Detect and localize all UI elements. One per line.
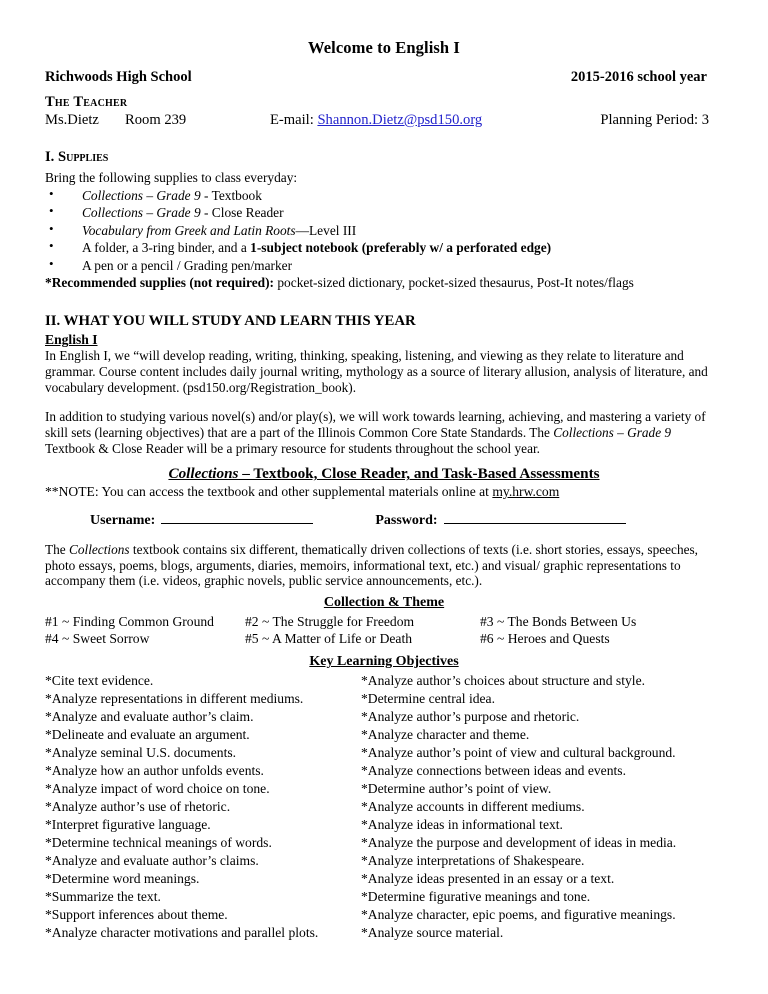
theme-entry: #4 ~ Sweet Sorrow — [45, 631, 150, 647]
objective-item: *Analyze ideas presented in an essay or a text. — [361, 870, 615, 886]
theme-entry: #5 ~ A Matter of Life or Death — [245, 631, 413, 647]
supply-emphasis: 1-subject notebook (preferably w/ a perforated edge) — [250, 240, 552, 256]
supply-title: Vocabulary from Greek and Latin Roots — [82, 222, 296, 238]
collections-title: Collections — [168, 465, 239, 483]
supply-detail: —Level III — [295, 222, 357, 238]
recommended-label: *Recommended supplies (not required): — [45, 275, 275, 291]
objective-item: *Delineate and evaluate an argument. — [45, 726, 250, 742]
objective-item: *Analyze author’s choices about structure and style. — [361, 672, 645, 688]
paragraph-text: textbook contains six different, thematically driven collections of texts (i.e. short stories, essays, speeches, photo essays, poems, blogs, arguments, diaries, memoirs, informational text, etc.) and visual/ graphic representations to accompany them (i.e. videos, graphic novels, public service announcements, etc.). — [45, 541, 699, 589]
email-block — [270, 112, 600, 129]
objective-item: *Determine technical meanings of words. — [45, 834, 272, 850]
objective-item: *Analyze and evaluate author’s claim. — [45, 708, 254, 724]
objective-item: *Analyze how an author unfolds events. — [45, 762, 264, 778]
study-heading: II. WHAT YOU WILL STUDY AND LEARN THIS YEAR — [45, 312, 416, 329]
supply-detail: - Close Reader — [200, 205, 284, 221]
password-input[interactable] — [444, 511, 626, 524]
hrw-link[interactable]: my.hrw.com — [492, 484, 560, 500]
textbook-access-note — [45, 484, 723, 500]
credentials-row — [45, 511, 723, 530]
objective-item: *Analyze impact of word choice on tone. — [45, 780, 270, 796]
recommended-items: pocket-sized dictionary, pocket-sized thesaurus, Post-It notes/flags — [274, 275, 634, 291]
password-label: Password: — [375, 513, 438, 529]
school-name: Richwoods High School — [45, 69, 192, 86]
study-paragraph-1: In English I, we “will develop reading, writing, thinking, speaking, listening, and viewing as they relate to literature and grammar. Course content includes daily journal writing, mythology as a source of literary allusion, analysis of literature, and vocabulary development. (psd150.org/Registration_book). — [45, 348, 708, 396]
objective-item: *Determine author’s point of view. — [361, 780, 552, 796]
supply-detail: A folder, a 3-ring binder, and a — [82, 240, 251, 256]
email-link[interactable]: Shannon.Dietz@psd150.org — [317, 111, 483, 128]
objective-item: *Support inferences about theme. — [45, 906, 228, 922]
username-input[interactable] — [161, 511, 313, 524]
objective-item: *Analyze source material. — [361, 924, 504, 940]
collection-theme-grid — [45, 613, 723, 648]
objective-item: *Analyze representations in different mediums. — [45, 690, 304, 706]
collections-heading — [45, 465, 723, 483]
supply-detail: - Textbook — [200, 188, 262, 204]
page-title: Welcome to English I — [308, 38, 460, 57]
paragraph-text: Textbook & Close Reader will be a primary resource for students throughout the school year. — [45, 440, 540, 456]
course-subheading: English I — [45, 332, 98, 348]
supplies-lead: Bring the following supplies to class everyday: — [45, 170, 298, 186]
list-item — [45, 257, 723, 274]
username-label: Username: — [90, 513, 156, 529]
list-item — [45, 239, 723, 256]
supplies-list — [45, 187, 723, 274]
objective-item: *Analyze accounts in different mediums. — [361, 798, 585, 814]
objective-item: *Determine central idea. — [361, 690, 495, 706]
theme-entry: #3 ~ The Bonds Between Us — [480, 613, 637, 629]
recommended-supplies — [45, 275, 723, 291]
theme-entry: #1 ~ Finding Common Ground — [45, 613, 214, 629]
objective-item: *Analyze author’s purpose and rhetoric. — [361, 708, 580, 724]
school-header-row — [45, 69, 723, 86]
supply-detail: A pen or a pencil / Grading pen/marker — [82, 257, 293, 273]
paragraph-text: The — [45, 541, 69, 557]
key-objectives-heading: Key Learning Objectives — [309, 654, 459, 670]
teacher-name: Ms.Dietz — [45, 111, 99, 128]
note-text: **NOTE: You can access the textbook and other supplemental materials online at — [45, 484, 493, 500]
objective-item: *Determine figurative meanings and tone. — [361, 888, 591, 904]
collections-name: Collections — [69, 541, 130, 557]
theme-entry: #6 ~ Heroes and Quests — [480, 631, 610, 647]
theme-entry: #2 ~ The Struggle for Freedom — [245, 613, 415, 629]
objective-item: *Interpret figurative language. — [45, 816, 211, 832]
supplies-heading: I. Supplies — [45, 149, 109, 166]
objective-item: *Determine word meanings. — [45, 870, 200, 886]
objective-item: *Analyze character motivations and parallel plots. — [45, 924, 319, 940]
collections-description — [45, 542, 723, 589]
objective-item: *Analyze ideas in informational text. — [361, 816, 563, 832]
study-paragraph-2 — [45, 409, 723, 456]
supply-title: Collections – Grade 9 — [82, 188, 201, 204]
objective-item: *Analyze connections between ideas and events. — [361, 762, 626, 778]
objective-item: *Summarize the text. — [45, 888, 161, 904]
list-item — [45, 204, 723, 221]
teacher-section-heading: The Teacher — [45, 93, 128, 110]
objective-item: *Analyze character, epic poems, and figurative meanings. — [361, 906, 676, 922]
collections-subtitle: – Textbook, Close Reader, and Task-Based Assessments — [238, 465, 600, 483]
teacher-info-row — [45, 112, 723, 129]
objective-item: *Analyze the purpose and development of ideas in media. — [361, 834, 677, 850]
objective-item: *Cite text evidence. — [45, 672, 154, 688]
supply-title: Collections – Grade 9 — [82, 205, 201, 221]
objective-item: *Analyze character and theme. — [361, 726, 530, 742]
objective-item: *Analyze author’s point of view and cultural background. — [361, 744, 676, 760]
objectives-grid — [45, 672, 723, 942]
email-label: E-mail: — [270, 111, 314, 128]
planning-period: Planning Period: 3 — [600, 111, 709, 128]
school-year: 2015-2016 school year — [570, 69, 707, 86]
paragraph-text: In addition to studying various novel(s) and/or play(s), we will work towards learning, achieving, and mastering a variety of skill sets (learning objectives) that are a part of the Illinois Common Core State Standards. The — [45, 408, 706, 440]
objective-item: *Analyze interpretations of Shakespeare. — [361, 852, 585, 868]
objective-item: *Analyze seminal U.S. documents. — [45, 744, 237, 760]
list-item — [45, 222, 723, 239]
room-number: Room 239 — [125, 111, 187, 128]
textbook-title: Collections – Grade 9 — [553, 424, 672, 440]
list-item — [45, 187, 723, 204]
objective-item: *Analyze and evaluate author’s claims. — [45, 852, 259, 868]
collection-theme-heading: Collection & Theme — [323, 595, 445, 611]
objective-item: *Analyze author’s use of rhetoric. — [45, 798, 231, 814]
